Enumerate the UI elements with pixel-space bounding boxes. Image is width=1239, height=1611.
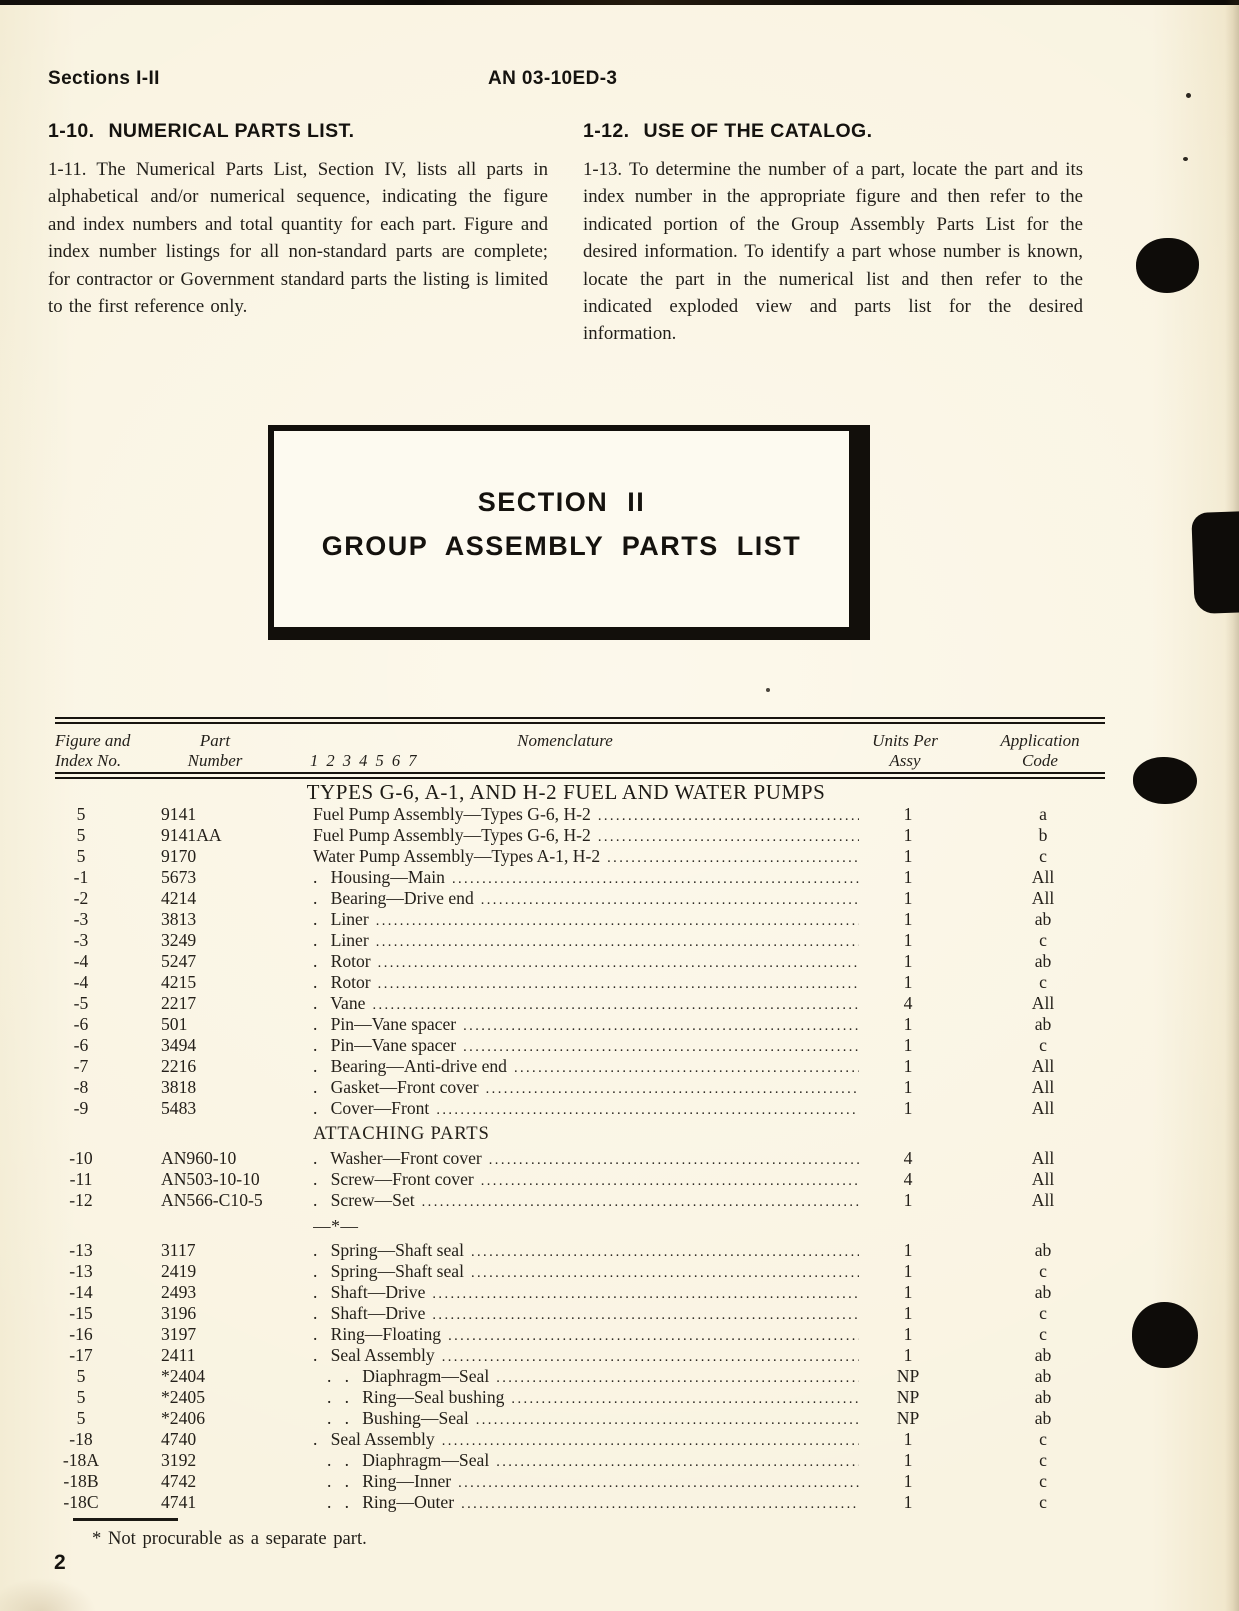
nomenclature-cell: [313, 1035, 863, 1056]
table-row: [55, 1387, 1105, 1408]
nomenclature-text: . . Ring—Outer: [327, 1492, 455, 1512]
dot-leader: [496, 1366, 859, 1387]
table-row: [55, 1345, 1105, 1366]
nomenclature-cell: [313, 1408, 863, 1429]
application-code-cell: ab: [1034, 951, 1052, 971]
nomenclature-cell: [313, 1282, 863, 1303]
dot-leader: [442, 1429, 859, 1450]
units-per-assy-cell: 1: [903, 1077, 913, 1097]
part-number-cell: 3494: [161, 1035, 197, 1055]
table-row: [55, 1450, 1105, 1471]
nomenclature-text: . . Ring—Inner: [327, 1471, 452, 1491]
paragraph-body: 1-11. The Numerical Parts List, Section IV, lists all parts in alphabetical and/or numerical sequence, indicating the figure and index numbers and total quantity for each part. Figure and index number listings for all non-standard parts are complete; for contractor or Government standard parts the listing is limited to the first reference only.: [48, 159, 548, 318]
part-number-cell: 2411: [161, 1345, 196, 1365]
scan-edge-top: [0, 0, 1239, 5]
table-row: [55, 930, 1105, 951]
units-per-assy-cell: 1: [903, 1471, 913, 1491]
application-code-cell: a: [1039, 804, 1047, 824]
figure-index-cell: -14: [69, 1282, 93, 1302]
dot-leader: [481, 888, 859, 909]
application-code-cell: All: [1031, 993, 1055, 1013]
nomenclature-cell: [313, 1148, 863, 1169]
nomenclature-text: Fuel Pump Assembly—Types G-6, H-2: [313, 804, 591, 824]
table-rule-header-bottom: [55, 772, 1105, 779]
scan-stain: [0, 1578, 96, 1611]
dot-leader: [476, 1408, 859, 1429]
dot-leader: [598, 804, 859, 825]
intro-column-left: [48, 120, 548, 320]
units-per-assy-cell: 1: [903, 1098, 913, 1118]
table-row: [55, 1324, 1105, 1345]
part-number-cell: 3196: [161, 1303, 197, 1323]
part-number-cell: 3813: [161, 909, 197, 929]
table-row: [55, 1014, 1105, 1035]
manual-number-label: AN 03-10ED-3: [488, 68, 618, 89]
units-per-assy-cell: 1: [903, 888, 913, 908]
figure-index-cell: -4: [73, 951, 89, 971]
part-number-cell: [161, 1119, 297, 1148]
part-number-cell: [161, 1211, 297, 1240]
application-code-cell: c: [1039, 1450, 1047, 1470]
nomenclature-text: . Vane: [313, 993, 366, 1013]
figure-index-cell: -13: [69, 1261, 93, 1281]
table-row: [55, 1408, 1105, 1429]
dot-leader: [378, 951, 859, 972]
subheader-label: ATTACHING PARTS: [313, 1123, 490, 1144]
units-per-assy-cell: NP: [896, 1408, 920, 1428]
nomenclature-cell: [313, 804, 863, 825]
nomenclature-text: . . Diaphragm—Seal: [327, 1366, 490, 1386]
units-per-assy-cell: NP: [896, 1366, 920, 1386]
dot-leader: [471, 1240, 859, 1261]
paragraph-heading: [48, 120, 548, 143]
section-number-title: SECTION II: [477, 487, 646, 517]
nomenclature-text: . Screw—Front cover: [313, 1169, 474, 1189]
figure-index-cell: 5: [76, 1366, 86, 1386]
units-per-assy-cell: 1: [903, 951, 913, 971]
section-title-box: [268, 425, 870, 640]
nomenclature-cell: [313, 825, 863, 846]
part-number-cell: 4740: [161, 1429, 197, 1449]
nomenclature-cell: [313, 1345, 863, 1366]
parts-table: [55, 717, 1105, 1513]
dot-leader: [463, 1014, 859, 1035]
figure-index-cell: -17: [69, 1345, 93, 1365]
units-per-assy-cell: 1: [903, 1056, 913, 1076]
nomenclature-cell: [313, 1450, 863, 1471]
nomenclature-cell: [313, 1098, 863, 1119]
nomenclature-cell: [313, 1366, 863, 1387]
figure-index-cell: -16: [69, 1324, 93, 1344]
dot-leader: [432, 1303, 859, 1324]
part-number-cell: AN566-C10-5: [161, 1190, 263, 1210]
table-row: [55, 804, 1105, 825]
nomenclature-cell: [313, 888, 863, 909]
units-per-assy-cell: 1: [903, 1345, 913, 1365]
nomenclature-cell: [313, 1169, 863, 1190]
dot-leader: [489, 1148, 859, 1169]
units-per-assy-cell: 1: [903, 1014, 913, 1034]
column-header-indent-digits: 1 2 3 4 5 6 7: [310, 751, 419, 770]
nomenclature-cell: [313, 993, 863, 1014]
part-number-cell: 3117: [161, 1240, 196, 1260]
figure-index-cell: 5: [76, 846, 86, 866]
scan-speck: [1186, 93, 1191, 98]
figure-index-cell: -15: [69, 1303, 93, 1323]
dot-leader: [372, 993, 859, 1014]
figure-index-cell: -3: [73, 930, 89, 950]
part-number-cell: 5247: [161, 951, 197, 971]
intro-column-right: [583, 120, 1083, 348]
table-row: [55, 825, 1105, 846]
table-row: [55, 972, 1105, 993]
dot-leader: [376, 930, 859, 951]
nomenclature-text: . Pin—Vane spacer: [313, 1035, 457, 1055]
part-number-cell: 4215: [161, 972, 197, 992]
nomenclature-text: . Liner: [313, 909, 369, 929]
nomenclature-text: . . Bushing—Seal: [327, 1408, 469, 1428]
part-number-cell: 4742: [161, 1471, 197, 1491]
part-number-cell: 2493: [161, 1282, 197, 1302]
dot-leader: [458, 1471, 859, 1492]
table-row: [55, 1471, 1105, 1492]
scan-edge-right: [1225, 0, 1239, 1611]
units-per-assy-cell: 1: [903, 804, 913, 824]
nomenclature-text: . Liner: [313, 930, 369, 950]
separator-label: —*—: [313, 1216, 359, 1236]
nomenclature-cell: [313, 1471, 863, 1492]
nomenclature-text: . Cover—Front: [313, 1098, 430, 1118]
application-code-cell: c: [1039, 1035, 1047, 1055]
nomenclature-cell: [313, 930, 863, 951]
application-code-cell: All: [1031, 1148, 1055, 1168]
figure-index-cell: -6: [73, 1035, 89, 1055]
table-row: [55, 1303, 1105, 1324]
application-code-cell: ab: [1034, 1345, 1052, 1365]
table-row: [55, 1148, 1105, 1169]
part-number-cell: AN503-10-10: [161, 1169, 260, 1189]
application-code-cell: c: [1039, 1324, 1047, 1344]
scan-speck: [1183, 157, 1188, 161]
part-number-cell: 3197: [161, 1324, 197, 1344]
figure-index-cell: -2: [73, 888, 89, 908]
application-code-cell: c: [1039, 1471, 1047, 1491]
units-per-assy-cell: 1: [903, 1190, 913, 1210]
application-code-cell: All: [1031, 1169, 1055, 1189]
dot-leader: [486, 1077, 859, 1098]
section-name-title: GROUP ASSEMBLY PARTS LIST: [321, 531, 802, 561]
units-per-assy-cell: NP: [896, 1387, 920, 1407]
nomenclature-text: . Rotor: [313, 972, 371, 992]
figure-index-cell: -18A: [62, 1450, 100, 1470]
dot-leader: [481, 1169, 859, 1190]
dot-leader: [432, 1282, 859, 1303]
application-code-cell: c: [1039, 972, 1047, 992]
part-number-cell: AN960-10: [161, 1148, 237, 1168]
application-code-cell: c: [1039, 846, 1047, 866]
nomenclature-cell: [313, 1492, 863, 1513]
figure-index-cell: -6: [73, 1014, 89, 1034]
application-code-cell: c: [1039, 1492, 1047, 1512]
part-number-cell: *2405: [161, 1387, 205, 1407]
part-number-cell: *2406: [161, 1408, 205, 1428]
dot-leader: [448, 1324, 859, 1345]
table-row: [55, 1098, 1105, 1119]
application-code-cell: ab: [1034, 1366, 1052, 1386]
dot-leader: [607, 846, 859, 867]
units-per-assy-cell: 1: [903, 1450, 913, 1470]
units-per-assy-cell: 4: [903, 1169, 913, 1189]
nomenclature-cell: [313, 951, 863, 972]
footnote-rule: [73, 1518, 178, 1521]
nomenclature-cell: [313, 1303, 863, 1324]
column-header-units-per-assy: Units Per Assy: [872, 731, 938, 770]
dot-leader: [422, 1190, 859, 1211]
part-number-cell: 4741: [161, 1492, 197, 1512]
scan-speck: [766, 688, 770, 692]
figure-index-cell: -9: [73, 1098, 89, 1118]
nomenclature-text: Fuel Pump Assembly—Types G-6, H-2: [313, 825, 591, 845]
nomenclature-cell: [313, 1119, 863, 1148]
part-number-cell: 3818: [161, 1077, 197, 1097]
table-separator-row: [55, 1211, 1105, 1240]
paragraph-number: 1-12.: [583, 120, 630, 142]
units-per-assy-cell: 1: [903, 1035, 913, 1055]
dot-leader: [598, 825, 859, 846]
paragraph-body: 1-13. To determine the number of a part, locate the part and its index number in the appropriate figure and then refer to the indicated portion of the Group Assembly Parts List for the desired information. To identify a part whose number is known, locate the part in the numerical list and then refer to the indicated exploded view and parts list for the desired information.: [583, 159, 1083, 345]
application-code-cell: ab: [1034, 1282, 1052, 1302]
figure-index-cell: -10: [69, 1148, 93, 1168]
application-code-cell: All: [1031, 1056, 1055, 1076]
figure-index-cell: -7: [73, 1056, 89, 1076]
nomenclature-text: Water Pump Assembly—Types A-1, H-2: [313, 846, 601, 866]
dot-leader: [496, 1450, 859, 1471]
units-per-assy-cell: 1: [903, 867, 913, 887]
scan-artifact-hole: [1133, 757, 1197, 804]
footnote-text: * Not procurable as a separate part.: [92, 1528, 367, 1549]
nomenclature-cell: [313, 1077, 863, 1098]
nomenclature-cell: [313, 909, 863, 930]
application-code-cell: All: [1031, 1098, 1055, 1118]
application-code-cell: c: [1039, 1429, 1047, 1449]
table-row: [55, 1077, 1105, 1098]
nomenclature-text: . Rotor: [313, 951, 371, 971]
table-row: [55, 993, 1105, 1014]
page-number: 2: [54, 1551, 66, 1574]
figure-index-cell: -18C: [63, 1492, 99, 1512]
column-header-figure-index: Figure and Index No.: [55, 731, 131, 770]
figure-index-cell: -13: [69, 1240, 93, 1260]
figure-index-cell: -5: [73, 993, 89, 1013]
nomenclature-text: . Pin—Vane spacer: [313, 1014, 457, 1034]
scan-artifact-hole: [1136, 238, 1199, 293]
part-number-cell: 9141: [161, 804, 197, 824]
part-number-cell: 5483: [161, 1098, 197, 1118]
table-row: [55, 1429, 1105, 1450]
paragraph-number: 1-10.: [48, 120, 95, 142]
figure-index-cell: -8: [73, 1077, 89, 1097]
part-number-cell: 2419: [161, 1261, 197, 1281]
column-header-part-number: Part Number: [187, 731, 243, 770]
nomenclature-text: . Bearing—Anti-drive end: [313, 1056, 507, 1076]
table-row: [55, 1240, 1105, 1261]
application-code-cell: c: [1039, 1303, 1047, 1323]
nomenclature-text: . Shaft—Drive: [313, 1303, 426, 1323]
paragraph-title: USE OF THE CATALOG.: [643, 120, 873, 142]
part-number-cell: 3192: [161, 1450, 197, 1470]
part-number-cell: 9141AA: [161, 825, 222, 845]
paragraph-title: NUMERICAL PARTS LIST.: [108, 120, 355, 142]
nomenclature-cell: [313, 1324, 863, 1345]
nomenclature-text: . Gasket—Front cover: [313, 1077, 479, 1097]
nomenclature-cell: [313, 1190, 863, 1211]
units-per-assy-cell: 1: [903, 972, 913, 992]
nomenclature-cell: [313, 1056, 863, 1077]
application-code-cell: All: [1031, 1077, 1055, 1097]
nomenclature-text: . Seal Assembly: [313, 1345, 435, 1365]
dot-leader: [461, 1492, 859, 1513]
units-per-assy-cell: 1: [903, 1261, 913, 1281]
table-rows: [55, 804, 1105, 1513]
nomenclature-cell: [313, 972, 863, 993]
table-rule-top: [55, 717, 1105, 724]
figure-index-cell: 5: [76, 825, 86, 845]
dot-leader: [514, 1056, 859, 1077]
nomenclature-text: . Spring—Shaft seal: [313, 1261, 464, 1281]
table-row: [55, 867, 1105, 888]
figure-index-cell: -1: [73, 867, 89, 887]
units-per-assy-cell: 1: [903, 825, 913, 845]
table-header: [55, 724, 1105, 772]
nomenclature-text: . Spring—Shaft seal: [313, 1240, 464, 1260]
application-code-cell: ab: [1034, 1014, 1052, 1034]
nomenclature-text: . . Diaphragm—Seal: [327, 1450, 490, 1470]
nomenclature-cell: [313, 1387, 863, 1408]
table-row: [55, 1056, 1105, 1077]
application-code-cell: b: [1038, 825, 1048, 845]
dot-leader: [463, 1035, 859, 1056]
dot-leader: [471, 1261, 859, 1282]
figure-index-cell: [55, 1119, 107, 1148]
application-code-cell: All: [1031, 1190, 1055, 1210]
section-range-label: Sections I-II: [48, 68, 160, 89]
table-row: [55, 1169, 1105, 1190]
application-code-cell: ab: [1034, 1408, 1052, 1428]
table-group-title: TYPES G-6, A-1, AND H-2 FUEL AND WATER PUMPS: [306, 780, 826, 804]
table-row: [55, 1366, 1105, 1387]
nomenclature-text: . Washer—Front cover: [313, 1148, 482, 1168]
table-row: [55, 1492, 1105, 1513]
dot-leader: [452, 867, 859, 888]
section-title-box-inner: [274, 431, 849, 562]
application-code-cell: c: [1039, 930, 1047, 950]
nomenclature-cell: [313, 1240, 863, 1261]
units-per-assy-cell: 1: [903, 846, 913, 866]
nomenclature-text: . . Ring—Seal bushing: [327, 1387, 505, 1407]
application-code-cell: All: [1031, 888, 1055, 908]
nomenclature-text: . Screw—Set: [313, 1190, 415, 1210]
nomenclature-cell: [313, 1211, 863, 1240]
table-row: [55, 951, 1105, 972]
column-header-nomenclature: Nomenclature: [517, 731, 613, 750]
figure-index-cell: 5: [76, 804, 86, 824]
part-number-cell: 5673: [161, 867, 197, 887]
figure-index-cell: 5: [76, 1387, 86, 1407]
table-row: [55, 888, 1105, 909]
units-per-assy-cell: 1: [903, 909, 913, 929]
units-per-assy-cell: 1: [903, 1429, 913, 1449]
nomenclature-text: . Housing—Main: [313, 867, 445, 887]
units-per-assy-cell: 4: [903, 993, 913, 1013]
nomenclature-text: . Ring—Floating: [313, 1324, 442, 1344]
nomenclature-cell: [313, 1261, 863, 1282]
figure-index-cell: -11: [69, 1169, 93, 1189]
nomenclature-text: . Bearing—Drive end: [313, 888, 474, 908]
column-header-application-code: Application Code: [1000, 731, 1080, 770]
figure-index-cell: -4: [73, 972, 89, 992]
units-per-assy-cell: 1: [903, 1282, 913, 1302]
dot-leader: [511, 1387, 859, 1408]
part-number-cell: 9170: [161, 846, 197, 866]
application-code-cell: ab: [1034, 909, 1052, 929]
nomenclature-text: . Seal Assembly: [313, 1429, 435, 1449]
dot-leader: [376, 909, 859, 930]
application-code-cell: ab: [1034, 1240, 1052, 1260]
units-per-assy-cell: 1: [903, 1492, 913, 1512]
figure-index-cell: [55, 1211, 107, 1240]
figure-index-cell: -18B: [63, 1471, 99, 1491]
units-per-assy-cell: 4: [903, 1148, 913, 1168]
table-row: [55, 1035, 1105, 1056]
dot-leader: [436, 1098, 859, 1119]
units-per-assy-cell: 1: [903, 1240, 913, 1260]
part-number-cell: 501: [161, 1014, 188, 1034]
application-code-cell: c: [1039, 1261, 1047, 1281]
scan-artifact-hole: [1132, 1302, 1198, 1368]
figure-index-cell: -3: [73, 909, 89, 929]
table-subheader-row: [55, 1119, 1105, 1148]
units-per-assy-cell: 1: [903, 1324, 913, 1344]
table-row: [55, 1190, 1105, 1211]
part-number-cell: 3249: [161, 930, 197, 950]
scan-artifact-blob: [1191, 511, 1239, 614]
units-per-assy-cell: 1: [903, 930, 913, 950]
nomenclature-cell: [313, 1014, 863, 1035]
table-row: [55, 909, 1105, 930]
table-row: [55, 1282, 1105, 1303]
part-number-cell: *2404: [161, 1366, 205, 1386]
table-row: [55, 1261, 1105, 1282]
table-row: [55, 846, 1105, 867]
nomenclature-cell: [313, 846, 863, 867]
dot-leader: [442, 1345, 859, 1366]
application-code-cell: All: [1031, 867, 1055, 887]
part-number-cell: 4214: [161, 888, 197, 908]
figure-index-cell: -12: [69, 1190, 93, 1210]
application-code-cell: ab: [1034, 1387, 1052, 1407]
part-number-cell: 2217: [161, 993, 197, 1013]
nomenclature-cell: [313, 1429, 863, 1450]
units-per-assy-cell: 1: [903, 1303, 913, 1323]
nomenclature-text: . Shaft—Drive: [313, 1282, 426, 1302]
dot-leader: [378, 972, 859, 993]
nomenclature-cell: [313, 867, 863, 888]
part-number-cell: 2216: [161, 1056, 197, 1076]
figure-index-cell: -18: [69, 1429, 93, 1449]
paragraph-heading: [583, 120, 1083, 143]
figure-index-cell: 5: [76, 1408, 86, 1428]
